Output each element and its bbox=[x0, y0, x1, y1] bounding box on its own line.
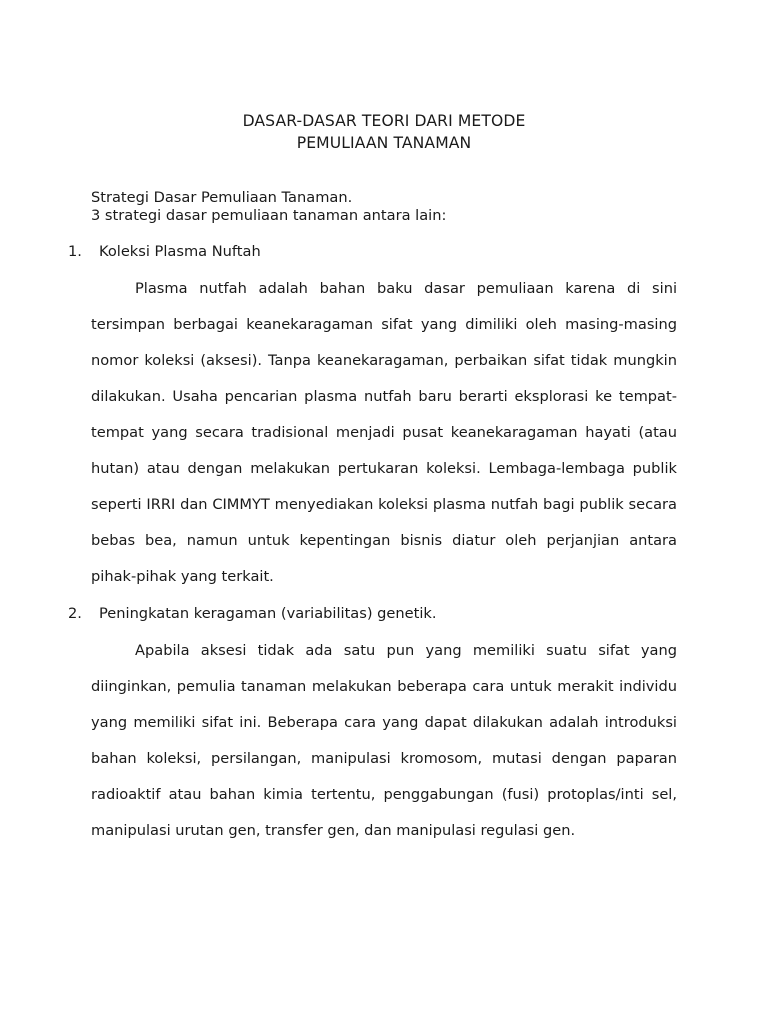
section-heading-1 bbox=[68, 242, 261, 262]
intro-line-1: Strategi Dasar Pemuliaan Tanaman. bbox=[91, 189, 353, 206]
document-title-line-1: DASAR-DASAR TEORI DARI METODE bbox=[242, 112, 526, 130]
section-number-2: 2. bbox=[68, 605, 82, 622]
intro-line-2: 3 strategi dasar pemuliaan tanaman antara lain: bbox=[91, 207, 447, 224]
section-heading-text-1: Koleksi Plasma Nuftah bbox=[99, 243, 261, 260]
document-title-line-2: PEMULIAAN TANAMAN bbox=[296, 134, 472, 152]
section-paragraph-1: Plasma nutfah adalah bahan baku dasar pemuliaan karena di sini tersimpan berbagai keanekaragaman sifat yang dimiliki oleh masing-masing nomor koleksi (aksesi). Tanpa keanekaragaman, perbaikan sifat tidak mungkin dilakukan. Usaha pencarian plasma nutfah baru berarti eksplorasi ke tempat-tempat yang secara tradisional menjadi pusat keanekaragaman hayati (atau hutan) atau dengan melakukan pertukaran koleksi. Lembaga-lembaga publik seperti IRRI dan CIMMYT menyediakan koleksi plasma nutfah bagi publik secara bebas bea, namun untuk kepentingan bisnis diatur oleh perjanjian antara pihak-pihak yang terkait. bbox=[91, 280, 677, 585]
section-paragraph-2: Apabila aksesi tidak ada satu pun yang memiliki suatu sifat yang diinginkan, pemulia tanaman melakukan beberapa cara untuk merakit individu yang memiliki sifat ini. Beberapa cara yang dapat dilakukan adalah introduksi bahan koleksi, persilangan, manipulasi kromosom, mutasi dengan paparan radioaktif atau bahan kimia tertentu, penggabungan (fusi) protoplas/inti sel, manipulasi urutan gen, transfer gen, dan manipulasi regulasi gen. bbox=[91, 642, 677, 839]
section-heading-text-2: Peningkatan keragaman (variabilitas) genetik. bbox=[99, 605, 437, 622]
section-heading-2 bbox=[68, 604, 437, 624]
section-number-1: 1. bbox=[68, 243, 82, 260]
